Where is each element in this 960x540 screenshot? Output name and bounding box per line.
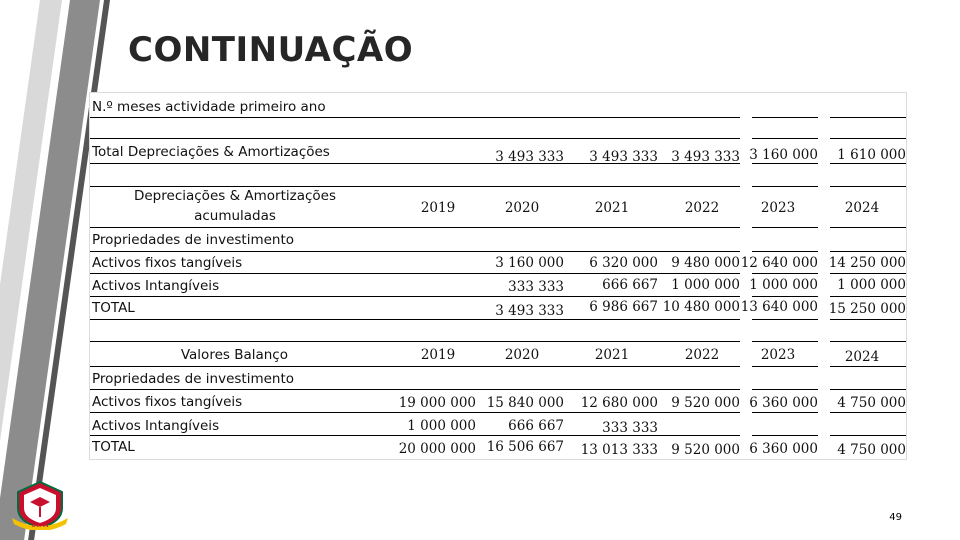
accum-year-2024: 2024 — [844, 200, 880, 216]
balance-header: Valores Balanço — [180, 347, 288, 363]
balance-tangible-2020: 15 840 000 — [486, 395, 564, 411]
accum-intangible-2021: 666 667 — [602, 277, 658, 293]
total-dep-2024: 1 610 000 — [837, 147, 906, 163]
accum-header-line2: acumuladas — [194, 208, 276, 224]
balance-total-2022: 9 520 000 — [671, 442, 740, 458]
row-divider — [90, 435, 906, 436]
row-divider — [90, 186, 906, 187]
accum-tangible-2022: 9 480 000 — [671, 255, 740, 271]
balance-tangible-2022: 9 520 000 — [671, 395, 740, 411]
university-logo — [10, 478, 70, 530]
accum-year-2019: 2019 — [420, 200, 456, 216]
accum-total-2023: 13 640 000 — [740, 299, 818, 315]
balance-year-2021: 2021 — [594, 347, 630, 363]
row-divider — [90, 389, 906, 390]
accum-year-2020: 2020 — [504, 200, 540, 216]
row-divider — [90, 117, 906, 118]
accum-tangible-2023: 12 640 000 — [740, 255, 818, 271]
accum-intangible-2023: 1 000 000 — [749, 277, 818, 293]
total-dep-label: Total Depreciações & Amortizações — [92, 144, 330, 160]
total-dep-2021: 3 493 333 — [589, 149, 658, 165]
accum-year-2022: 2022 — [684, 200, 720, 216]
row-divider — [90, 341, 906, 342]
balance-tangible-2019: 19 000 000 — [398, 395, 476, 411]
accum-row-total-label: TOTAL — [92, 300, 135, 316]
accum-tangible-2021: 6 320 000 — [589, 255, 658, 271]
balance-tangible-2024: 4 750 000 — [837, 395, 906, 411]
balance-year-2024: 2024 — [844, 349, 880, 365]
months-label: N.º meses actividade primeiro ano — [92, 99, 326, 115]
logo-text: UCAN — [31, 522, 49, 529]
balance-total-2020: 16 506 667 — [486, 439, 564, 455]
page-number: 49 — [889, 512, 902, 523]
balance-intangible-2020: 666 667 — [508, 418, 564, 434]
balance-total-2021: 13 013 333 — [580, 442, 658, 458]
balance-year-2023: 2023 — [760, 347, 796, 363]
slide-title: CONTINUAÇÃO — [128, 30, 414, 70]
depreciation-table — [90, 93, 906, 459]
total-dep-2022: 3 493 333 — [671, 149, 740, 165]
total-dep-2023: 3 160 000 — [749, 147, 818, 163]
balance-row-investment-label: Propriedades de investimento — [92, 371, 295, 387]
balance-row-total-label: TOTAL — [92, 439, 135, 455]
accum-tangible-2020: 3 160 000 — [495, 255, 564, 271]
accum-total-2022: 10 480 000 — [662, 299, 740, 315]
accum-row-intangible-label: Activos Intangíveis — [92, 278, 220, 294]
column-gap — [818, 93, 830, 459]
accum-total-2020: 3 493 333 — [495, 303, 564, 319]
accum-year-2023: 2023 — [760, 200, 796, 216]
total-dep-2020: 3 493 333 — [495, 149, 564, 165]
balance-row-intangible-label: Activos Intangíveis — [92, 418, 220, 434]
row-divider — [90, 412, 906, 413]
row-divider — [90, 319, 906, 320]
row-divider — [90, 296, 906, 297]
accum-total-2021: 6 986 667 — [589, 299, 658, 315]
balance-tangible-2021: 12 680 000 — [580, 395, 658, 411]
balance-intangible-2021: 333 333 — [602, 420, 658, 436]
accum-intangible-2020: 333 333 — [508, 279, 564, 295]
balance-total-2019: 20 000 000 — [398, 441, 476, 457]
balance-row-tangible-label: Activos fixos tangíveis — [92, 394, 243, 410]
balance-tangible-2023: 6 360 000 — [749, 395, 818, 411]
balance-year-2019: 2019 — [420, 347, 456, 363]
balance-total-2023: 6 360 000 — [749, 441, 818, 457]
accum-year-2021: 2021 — [594, 200, 630, 216]
row-divider — [90, 366, 906, 367]
balance-total-2024: 4 750 000 — [837, 442, 906, 458]
balance-year-2020: 2020 — [504, 347, 540, 363]
accum-intangible-2022: 1 000 000 — [671, 277, 740, 293]
accum-total-2024: 15 250 000 — [828, 301, 906, 317]
row-divider — [90, 273, 906, 274]
row-divider — [90, 251, 906, 252]
balance-intangible-2019: 1 000 000 — [407, 418, 476, 434]
balance-year-2022: 2022 — [684, 347, 720, 363]
accum-intangible-2024: 1 000 000 — [837, 277, 906, 293]
row-divider — [90, 227, 906, 228]
accum-header-line1: Depreciações & Amortizações — [133, 188, 337, 204]
row-divider — [90, 138, 906, 139]
accum-row-investment-label: Propriedades de investimento — [92, 232, 295, 248]
accum-row-tangible-label: Activos fixos tangíveis — [92, 255, 243, 271]
accum-tangible-2024: 14 250 000 — [828, 255, 906, 271]
